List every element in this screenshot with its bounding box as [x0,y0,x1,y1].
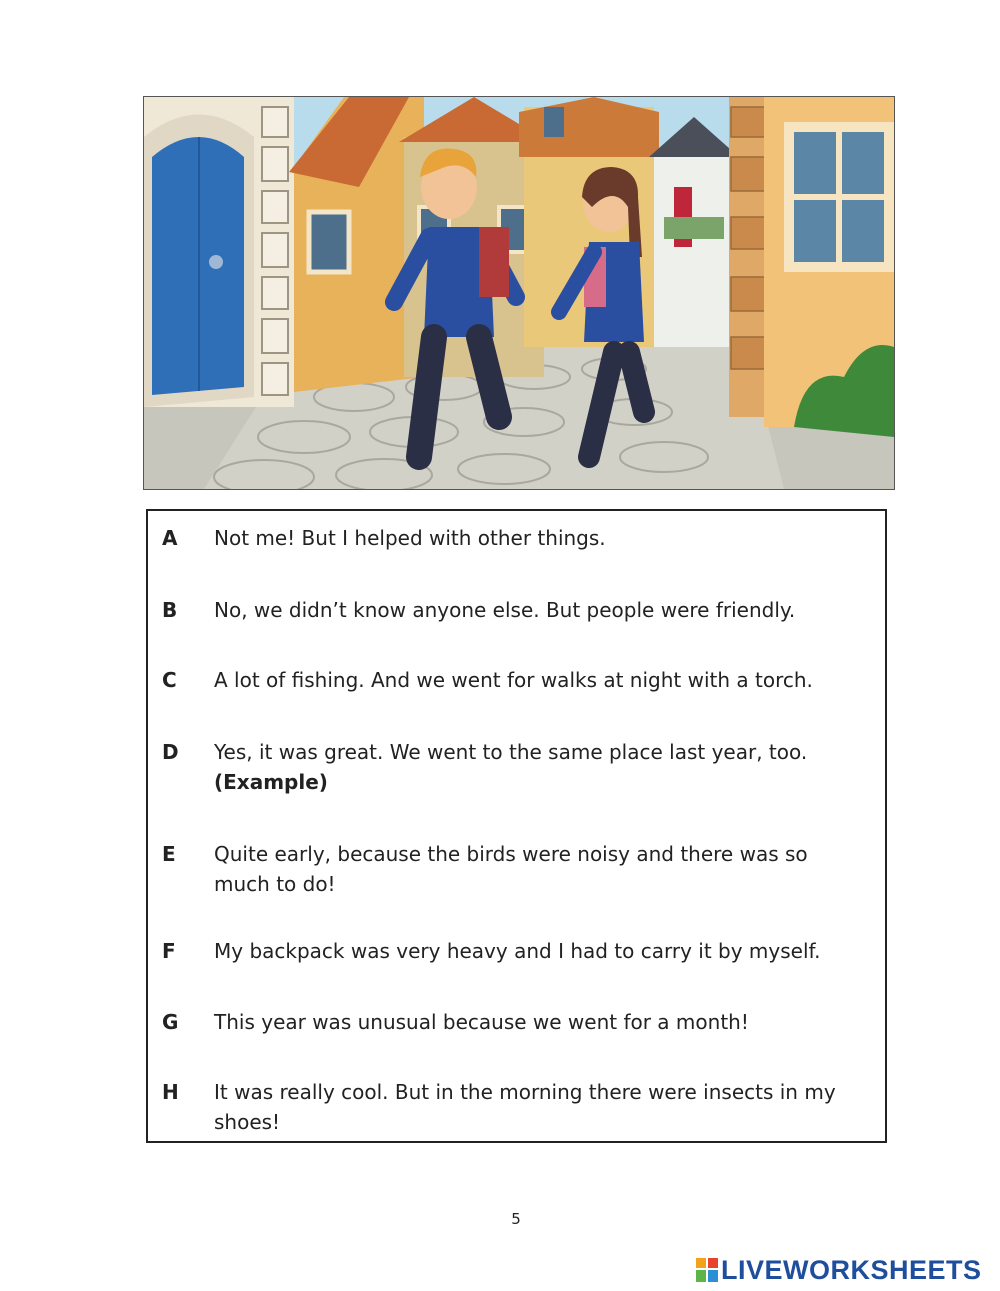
option-letter: E [162,842,176,866]
street-scene-illustration [143,96,895,490]
option-letter: C [162,668,177,692]
option-h [162,1077,855,1137]
option-letter: G [162,1010,179,1034]
answer-options-box [146,509,887,1143]
option-e [162,839,855,899]
option-d [162,737,855,797]
option-b [162,595,855,625]
option-letter: H [162,1080,179,1104]
option-text: Quite early, because the birds were noisy and there was so much to do! [214,842,808,896]
option-letter: A [162,526,178,550]
liveworksheets-logo-icon [696,1258,718,1282]
option-text: Yes, it was great. We went to the same place last year, too. [214,740,808,764]
option-f [162,936,855,966]
option-text: Not me! But I helped with other things. [214,526,606,550]
example-label: (Example) [214,770,328,794]
brand-name: LIVEWORKSHEETS [721,1254,982,1285]
option-a [162,523,855,553]
page-number: 5 [511,1210,521,1228]
option-text: A lot of fishing. And we went for walks at night with a torch. [214,668,813,692]
option-letter: D [162,740,179,764]
brand-logo [696,1254,982,1286]
option-text: It was really cool. But in the morning there were insects in my shoes! [214,1080,836,1134]
option-text: This year was unusual because we went for a month! [214,1010,749,1034]
option-text: No, we didn’t know anyone else. But people were friendly. [214,598,796,622]
option-g [162,1007,855,1037]
option-c [162,665,855,695]
option-letter: B [162,598,178,622]
option-text: My backpack was very heavy and I had to carry it by myself. [214,939,821,963]
option-letter: F [162,939,176,963]
